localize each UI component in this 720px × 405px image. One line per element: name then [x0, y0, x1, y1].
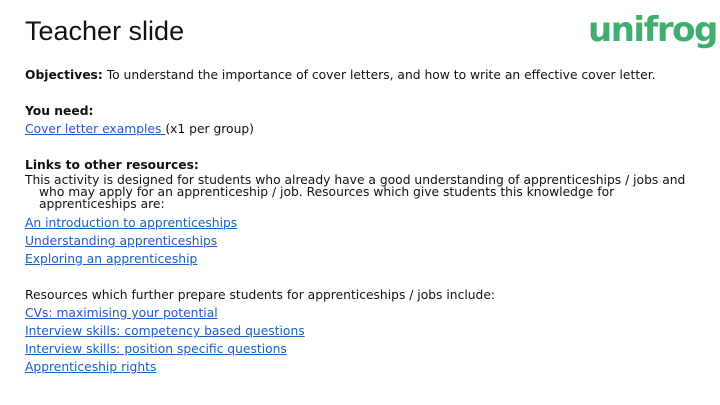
slide-content: [25, 66, 695, 376]
links-label: Links to other resources:: [25, 158, 199, 172]
further-intro-text: Resources which further prepare students for apprenticeships / jobs include:: [25, 288, 496, 302]
link-apprenticeship-rights[interactable]: Apprenticeship rights: [25, 360, 157, 374]
link-exploring-an-apprenticeship[interactable]: Exploring an apprenticeship: [25, 252, 198, 266]
slide-title: Teacher slide: [25, 16, 185, 46]
objectives-label: Objectives:: [25, 68, 103, 82]
link-cvs[interactable]: CVs: maximising your potential: [25, 306, 218, 320]
link-interview-position[interactable]: Interview skills: position specific questions: [25, 342, 287, 356]
link-understanding-apprenticeships[interactable]: Understanding apprenticeships: [25, 234, 218, 248]
unifrog-logo: unifrog: [588, 10, 717, 50]
you-need-label: You need:: [25, 104, 94, 118]
you-need-line: [25, 120, 695, 138]
you-need-suffix: (x1 per group): [165, 122, 254, 136]
links-intro-text: This activity is designed for students who already have a good understanding of apprenticeships / jobs and who may apply for an apprenticeship / job. Resources which give students this knowledge for apprenticeships are:: [25, 173, 686, 211]
objectives-text: To understand the importance of cover letters, and how to write an effective cover letter.: [102, 68, 656, 82]
link-intro-to-apprenticeships[interactable]: An introduction to apprenticeships: [25, 216, 238, 230]
objectives-line: [25, 66, 695, 84]
link-interview-competency[interactable]: Interview skills: competency based questions: [25, 324, 305, 338]
cover-letter-examples-link[interactable]: Cover letter examples: [25, 122, 166, 136]
